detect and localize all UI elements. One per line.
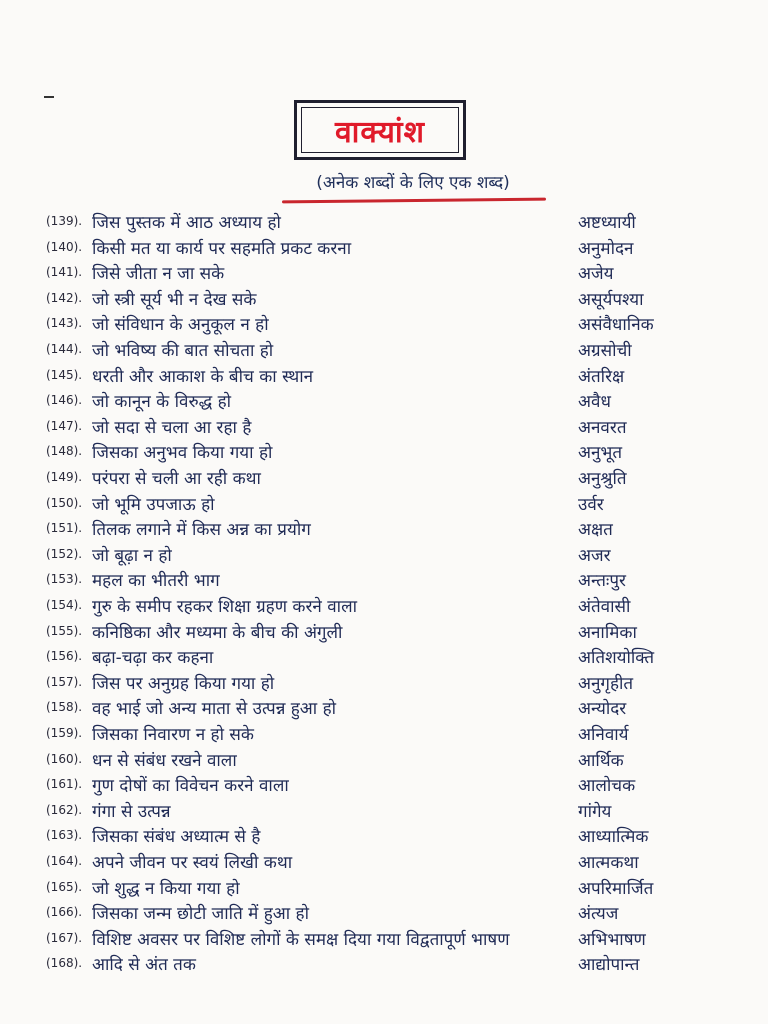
entry-word: अग्रसोची [578,341,632,361]
entry-number: (157). [46,674,83,689]
entry-phrase: किसी मत या कार्य पर सहमति प्रकट करना [92,238,352,259]
entry-number: (162). [46,802,83,817]
list-item [0,261,768,287]
entry-phrase: महल का भीतरी भाग [92,571,220,592]
entry-number: (153). [46,572,83,587]
list-item [0,620,768,646]
entry-number: (159). [46,726,83,740]
entry-word: अंतेवासी [578,597,631,617]
list-item [0,492,768,518]
entry-number: (158). [46,700,83,715]
entry-word: आध्यात्मिक [578,827,649,848]
list-item [0,517,768,543]
entry-number: (161). [46,777,83,792]
entry-number: (143). [46,316,83,331]
list-item [0,927,768,953]
page-subtitle: (अनेक शब्दों के लिए एक शब्द) [316,173,510,193]
entry-phrase: गुरु के समीप रहकर शिक्षा ग्रहण करने वाला [92,597,358,617]
list-item [0,415,768,441]
entry-phrase: जिस पर अनुग्रह किया गया हो [92,673,275,694]
list-item [0,236,768,262]
entry-word: अजर [578,545,611,566]
entry-phrase: जो संविधान के अनुकूल न हो [92,315,269,336]
list-item [0,901,768,927]
entry-word: अन्तःपुर [578,571,626,592]
entry-word: अनुश्रुति [578,469,627,489]
list-item [0,876,768,902]
entry-phrase: जिस पुस्तक में आठ अध्याय हो [92,213,281,233]
list-item [0,696,768,722]
entry-phrase: जो शुद्ध न किया गया हो [92,878,240,899]
entry-word: आर्थिक [578,750,624,771]
entry-phrase: गंगा से उत्पन्न [92,801,171,822]
entry-word: आत्मकथा [578,853,639,873]
entry-number: (147). [46,418,83,433]
entry-word: अक्षत [578,520,613,541]
list-item [0,338,768,364]
entry-word: अपरिमार्जित [578,878,654,899]
list-item [0,773,768,799]
entry-word: अनामिका [578,622,637,643]
entry-word: गांगेय [578,801,612,822]
entry-word: उर्वर [578,494,604,515]
entry-phrase: विशिष्ट अवसर पर विशिष्ट लोगों के समक्ष दिया गया विद्वतापूर्ण भाषण [92,929,510,950]
entry-phrase: जिसका निवारण न हो सके [92,725,254,745]
entry-phrase: धन से संबंध रखने वाला [92,750,237,771]
entry-number: (139). [46,214,83,228]
entry-phrase: जिसे जीता न जा सके [92,264,225,285]
entry-word: अनुमोदन [578,238,634,259]
list-item [0,466,768,492]
list-item [0,543,768,569]
entry-number: (164). [46,854,83,868]
entry-word: अभिभाषण [578,929,646,950]
entry-word: अवैध [578,392,611,413]
entry-word: अष्टध्यायी [578,213,636,233]
entry-number: (146). [46,393,83,408]
entry-phrase: तिलक लगाने में किस अन्न का प्रयोग [92,520,311,541]
entry-phrase: जो बूढ़ा न हो [92,545,172,566]
entry-number: (145). [46,367,83,382]
entry-phrase: बढ़ा-चढ़ा कर कहना [92,648,214,669]
entry-word: अंतरिक्ष [578,366,625,387]
list-item [0,210,768,236]
list-item [0,440,768,466]
entry-word: अनुभूत [578,443,623,464]
entry-word: अन्योदर [578,699,627,720]
entry-phrase: जो भविष्य की बात सोचता हो [92,341,274,361]
entry-number: (148). [46,444,83,459]
entry-word: आलोचक [578,776,636,797]
list-item [0,748,768,774]
list-item [0,312,768,338]
entry-word: असंवैधानिक [578,315,654,336]
list-item [0,594,768,620]
entry-word: अतिशयोक्ति [578,648,655,669]
entry-number: (151). [46,521,83,536]
entry-phrase: परंपरा से चली आ रही कथा [92,469,261,489]
list-item [0,824,768,850]
list-item [0,799,768,825]
entry-phrase: वह भाई जो अन्य माता से उत्पन्न हुआ हो [92,699,337,720]
entry-number: (163). [46,828,83,843]
entry-number: (141). [46,265,83,280]
entry-number: (156). [46,649,83,664]
entry-phrase: जो कानून के विरुद्ध हो [92,392,232,413]
entry-number: (154). [46,598,83,612]
entry-number: (142). [46,290,83,305]
entry-phrase: जिसका जन्म छोटी जाति में हुआ हो [92,904,309,925]
list-item [0,287,768,313]
entry-phrase: जिसका संबंध अध्यात्म से है [92,827,261,848]
entry-word: असूर्यपश्या [578,289,644,310]
entry-phrase: कनिष्ठिका और मध्यमा के बीच की अंगुली [92,622,343,643]
list-item [0,389,768,415]
entry-number: (144). [46,342,83,356]
entry-phrase: जो सदा से चला आ रहा है [92,417,252,438]
entry-number: (168). [46,956,83,971]
list-item [0,850,768,876]
entry-word: अजेय [578,264,614,285]
entry-phrase: गुण दोषों का विवेचन करने वाला [92,776,289,797]
entry-number: (140). [46,239,83,254]
entry-number: (160). [46,751,83,766]
entry-word: आद्योपान्त [578,955,640,976]
list-item [0,364,768,390]
entry-word: अनिवार्य [578,725,629,745]
entry-phrase: जो स्त्री सूर्य भी न देख सके [92,289,257,310]
list-item [0,645,768,671]
list-item [0,952,768,978]
list-item [0,722,768,748]
entry-word: अनवरत [578,417,627,438]
list-item [0,568,768,594]
entry-number: (167). [46,930,83,945]
entry-number: (165). [46,879,83,894]
list-item [0,671,768,697]
entry-phrase: जिसका अनुभव किया गया हो [92,443,273,464]
entry-phrase: आदि से अंत तक [92,955,196,976]
entry-word: अंत्यज [578,904,619,925]
entry-number: (150). [46,495,83,510]
page-title: वाक्यांश [334,114,426,150]
entry-phrase: जो भूमि उपजाऊ हो [92,494,215,515]
entry-phrase: धरती और आकाश के बीच का स्थान [92,366,314,387]
entry-phrase: अपने जीवन पर स्वयं लिखी कथा [92,853,293,873]
entry-number: (166). [46,905,83,920]
entry-word: अनुगृहीत [578,673,634,694]
entry-number: (149). [46,470,83,484]
entry-number: (155). [46,623,83,638]
entry-number: (152). [46,546,83,561]
